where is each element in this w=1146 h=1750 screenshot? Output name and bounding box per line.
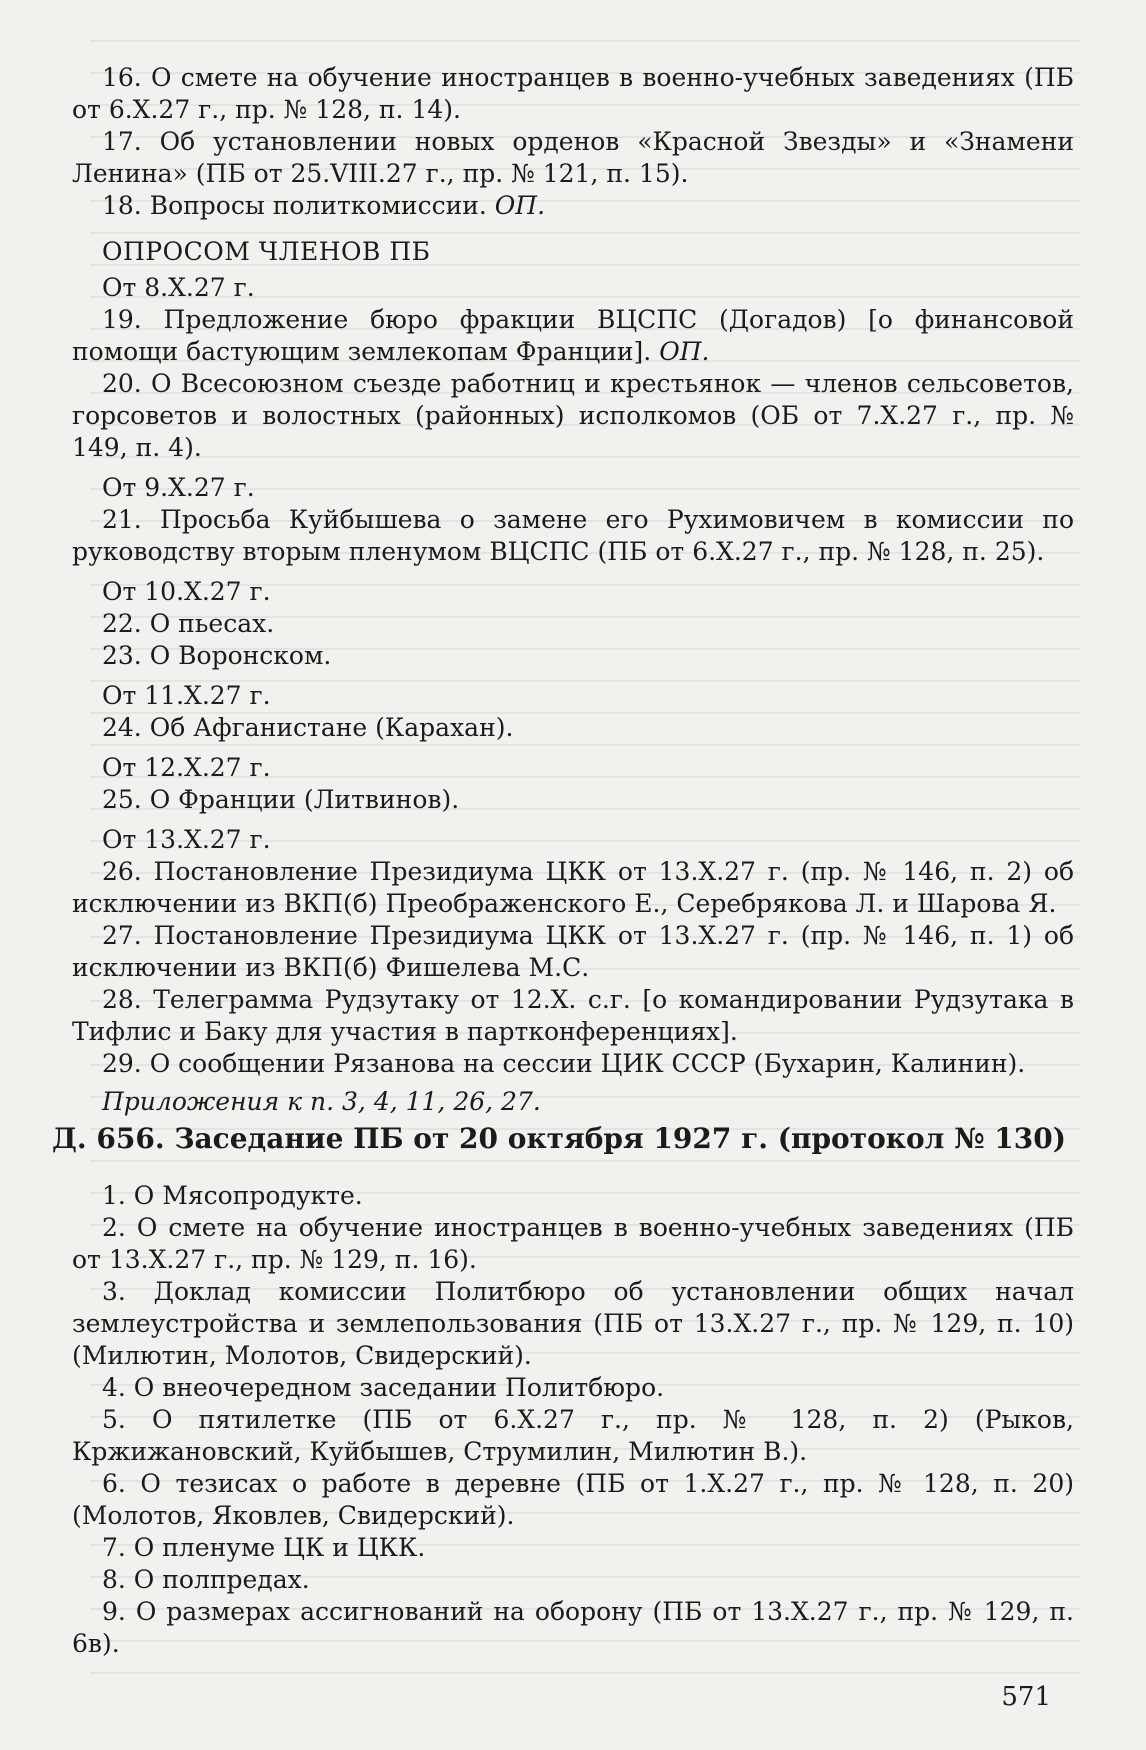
appendix-note: Приложения к п. 3, 4, 11, 26, 27. (102, 1087, 541, 1116)
agenda-item-9: 9. О размерах ассигнований на оборону (ПБ от 13.X.27 г., пр. № 129, п. 6в). (72, 1597, 1074, 1658)
agenda-item-25: 25. О Франции (Литвинов). (102, 785, 460, 814)
op-mark: ОП. (494, 191, 546, 220)
agenda-item-7: 7. О пленуме ЦК и ЦКК. (102, 1533, 426, 1562)
agenda-item-17: 17. Об установлении новых орденов «Красной Звезды» и «Знамени Ленина» (ПБ от 25.VIII.27 г., пр. № 121, п. 15). (72, 127, 1074, 188)
agenda-item-2: 2. О смете на обучение иностранцев в военно-учебных заведениях (ПБ от 13.X.27 г., пр. № 129, п. 16). (72, 1213, 1074, 1274)
agenda-item-6: 6. О тезисах о работе в деревне (ПБ от 1.X.27 г., пр. № 128, п. 20) (Молотов, Яковлев, Свидерский). (72, 1469, 1074, 1530)
agenda-list (72, 1180, 1074, 1660)
date-line: От 8.X.27 г. (102, 273, 255, 302)
agenda-item-28: 28. Телеграмма Рудзутаку от 12.X. с.г. [о командировании Рудзутака в Тифлис и Баку для участия в партконференциях]. (72, 985, 1074, 1046)
agenda-item-19-text: 19. Предложение бюро фракции ВЦСПС (Догадов) [о финансовой помощи бастующим землекопам Франции]. (72, 305, 1074, 366)
agenda-item-3: 3. Доклад комиссии Политбюро об установлении общих начал землеустройства и землепользования (ПБ от 13.X.27 г., пр. № 129, п. 10) (Милютин, Молотов, Свидерский). (72, 1277, 1074, 1370)
agenda-continued (72, 62, 1074, 1118)
agenda-item-22: 22. О пьесах. (102, 609, 275, 638)
agenda-item-8: 8. О полпредах. (102, 1565, 310, 1594)
agenda-item-26: 26. Постановление Президиума ЦКК от 13.X.27 г. (пр. № 146, п. 2) об исключении из ВКП(б) Преображенского Е., Серебрякова Л. и Шарова Я. (72, 857, 1074, 918)
date-line: От 11.X.27 г. (102, 681, 271, 710)
agenda-item-19 (72, 304, 1074, 368)
agenda-item-18 (72, 190, 1074, 222)
document-heading: Д. 656. Заседание ПБ от 20 октября 1927 г. (протокол № 130) (52, 1122, 1067, 1155)
agenda-item-27: 27. Постановление Президиума ЦКК от 13.X.27 г. (пр. № 146, п. 1) об исключении из ВКП(б) Фишелева М.С. (72, 921, 1074, 982)
op-mark: ОП. (659, 337, 710, 366)
section-label-poll: ОПРОСОМ ЧЛЕНОВ ПБ (102, 237, 431, 266)
agenda-item-1: 1. О Мясопродукте. (102, 1181, 363, 1210)
agenda-item-23: 23. О Воронском. (102, 641, 332, 670)
date-line: От 10.X.27 г. (102, 577, 271, 606)
date-line: От 13.X.27 г. (102, 825, 271, 854)
agenda-item-4: 4. О внеочередном заседании Политбюро. (102, 1373, 665, 1402)
agenda-item-16: 16. О смете на обучение иностранцев в военно-учебных заведениях (ПБ от 6.X.27 г., пр. № 128, п. 14). (72, 63, 1074, 124)
agenda-item-21: 21. Просьба Куйбышева о замене его Рухимовичем в комиссии по руководству вторым пленумом ВЦСПС (ПБ от 6.X.27 г., пр. № 128, п. 25). (72, 505, 1074, 566)
agenda-item-24: 24. Об Афганистане (Карахан). (102, 713, 514, 742)
agenda-item-20: 20. О Всесоюзном съезде работниц и крестьянок — членов сельсоветов, горсоветов и волостных (районных) исполкомов (ОБ от 7.X.27 г., пр. № 149, п. 4). (72, 369, 1074, 462)
page-number: 571 (1001, 1682, 1051, 1712)
agenda-item-18-text: 18. Вопросы политкомиссии. (102, 191, 487, 220)
date-line: От 9.X.27 г. (102, 473, 255, 502)
date-line: От 12.X.27 г. (102, 753, 271, 782)
agenda-item-5: 5. О пятилетке (ПБ от 6.X.27 г., пр. № 128, п. 2) (Рыков, Кржижановский, Куйбышев, Струмилин, Милютин В.). (72, 1405, 1074, 1466)
agenda-item-29: 29. О сообщении Рязанова на сессии ЦИК СССР (Бухарин, Калинин). (102, 1049, 1026, 1078)
